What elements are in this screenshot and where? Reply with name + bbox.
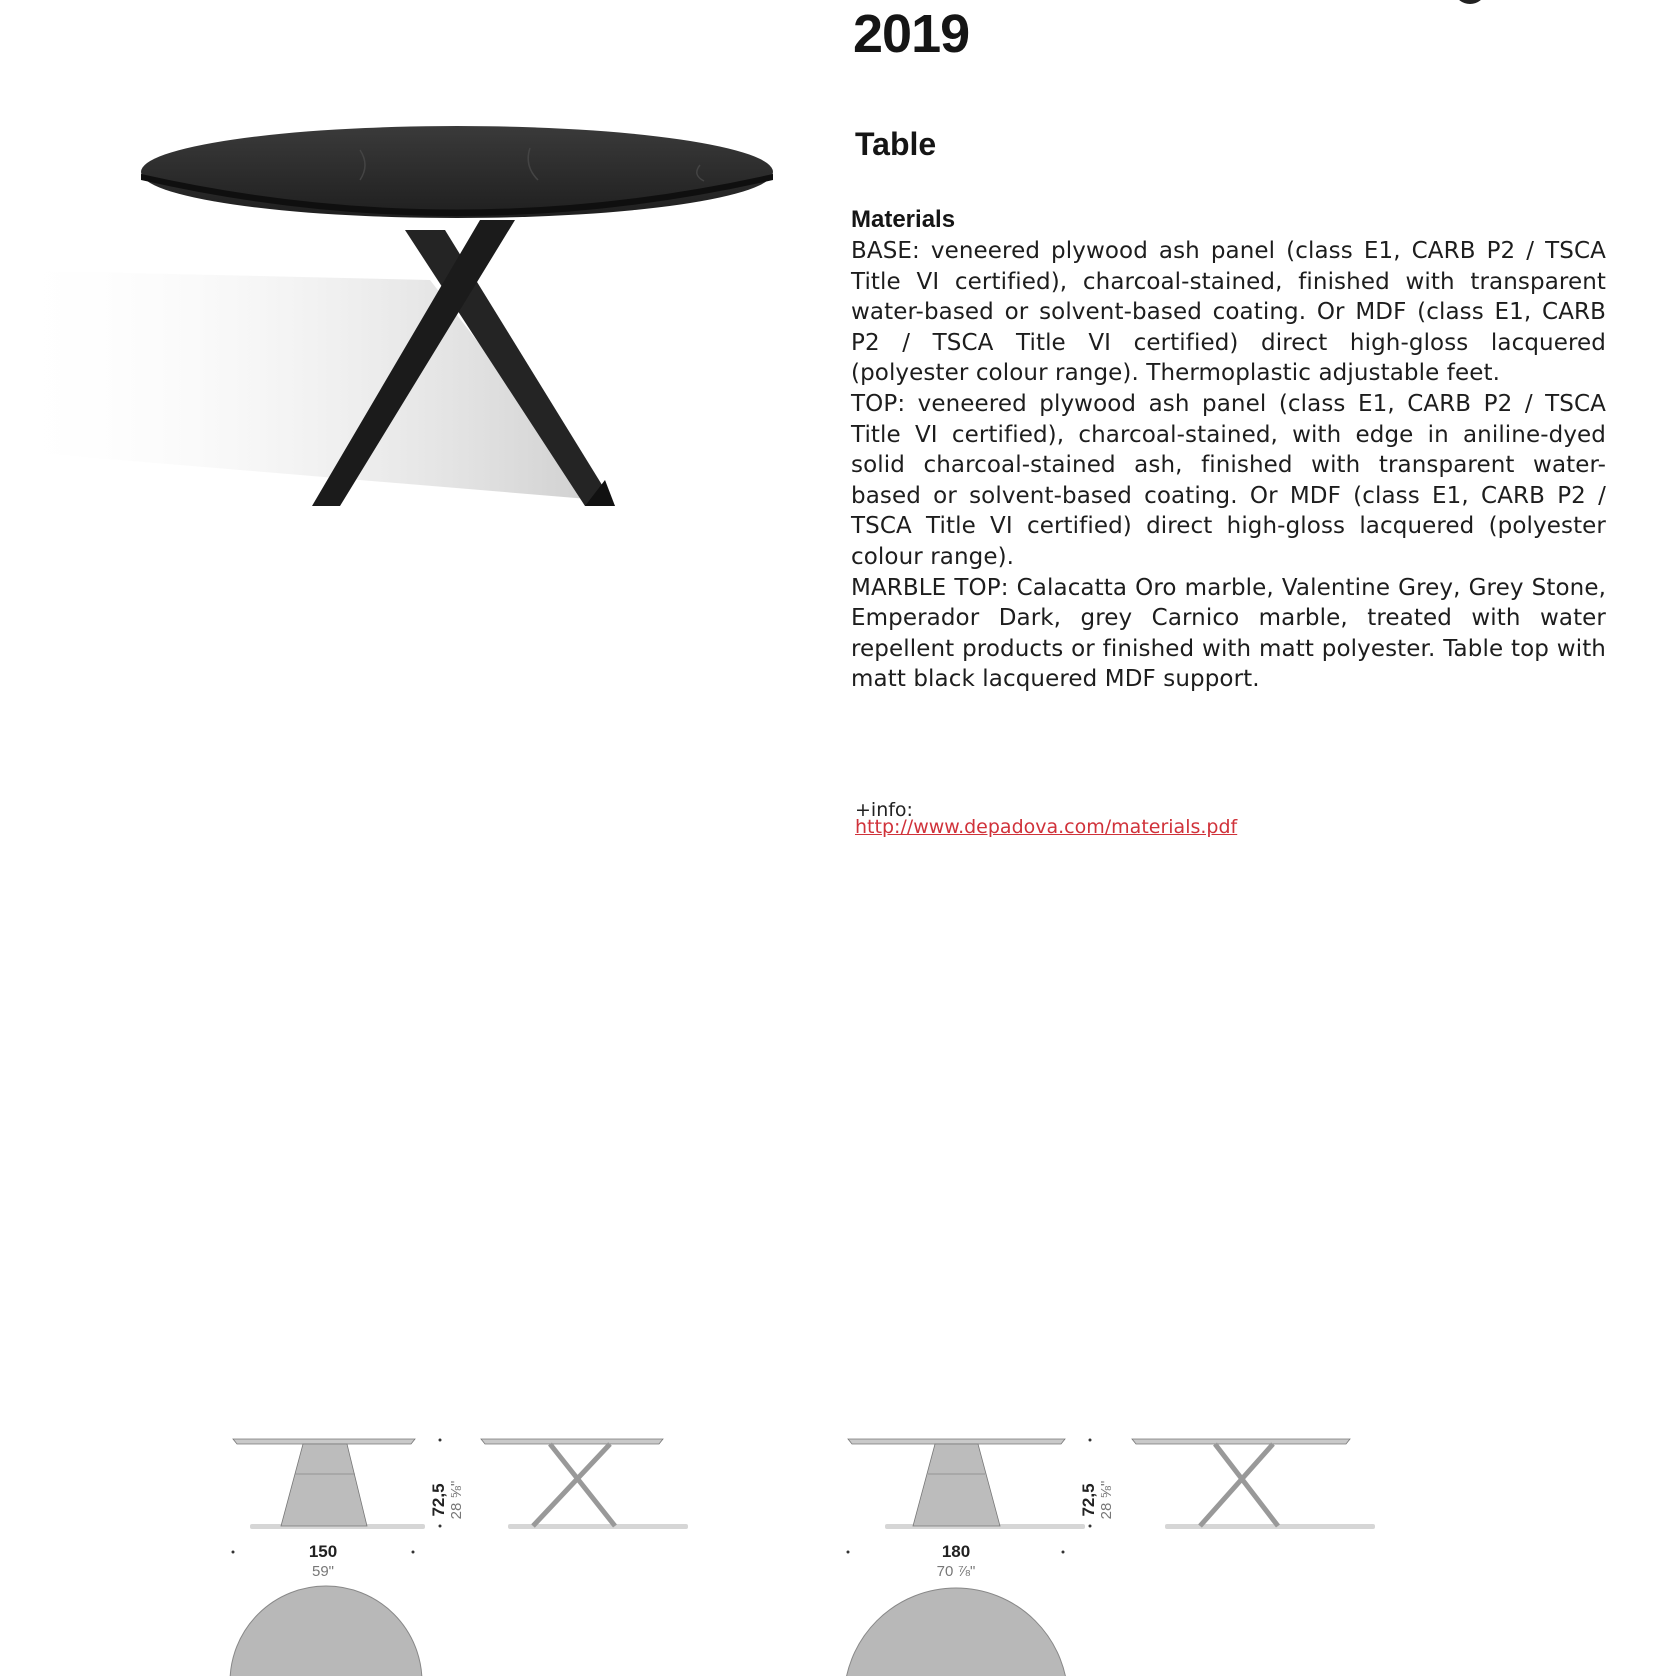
height-in-label: 28 ⅝" xyxy=(448,1480,465,1520)
dimension-drawing-180 xyxy=(840,1430,1400,1676)
front-view xyxy=(848,1439,1085,1529)
width-in-label: 59" xyxy=(311,1563,335,1580)
table-product-photo xyxy=(0,110,800,530)
materials-marble-top-text: MARBLE TOP: Calacatta Oro marble, Valentine Grey, Grey Stone, Emperador Dark, grey Carnico marble, treated with water repellent products or finished with matt polyester. Table top with matt black lacquered MDF support. xyxy=(851,574,1606,693)
product-type-heading: Table xyxy=(855,126,937,162)
dimension-drawing-150 xyxy=(225,1430,695,1676)
materials-base-text: BASE: veneered plywood ash panel (class E1, CARB P2 / TSCA Title VI certified), charcoal-stained, finished with transparent water-based or solvent-based coating. Or MDF (class E1, CARB P2 / TSCA Title VI certified) direct high-gloss lacquered (polyester colour range). Thermoplastic adjustable feet. xyxy=(851,238,1606,387)
height-cm-label: 72,5 xyxy=(429,1483,448,1517)
side-view xyxy=(481,1439,688,1529)
corner-logo-fragment xyxy=(1456,0,1484,4)
table-top xyxy=(141,126,773,218)
height-in-label: 28 ⅝" xyxy=(1098,1480,1115,1520)
more-info xyxy=(855,799,1238,838)
front-view xyxy=(233,1439,425,1529)
height-cm-label: 72,5 xyxy=(1079,1483,1098,1517)
side-view xyxy=(1132,1439,1375,1529)
materials-top-text: TOP: veneered plywood ash panel (class E1, CARB P2 / TSCA Title VI certified), charcoal-stained, with edge in aniline-dyed solid charcoal-stained ash, finished with transparent water-based or solvent-based coating. Or MDF (class E1, CARB P2 / TSCA Title VI certified) direct high-gloss lacquered (polyester colour range). xyxy=(851,390,1606,570)
width-cm-label: 180 xyxy=(941,1542,971,1561)
materials-pdf-link[interactable]: http://www.depadova.com/materials.pdf xyxy=(855,816,1238,838)
materials-section xyxy=(851,204,1606,695)
plan-view xyxy=(844,1588,1068,1676)
plan-view xyxy=(230,1586,422,1676)
year-heading: 2019 xyxy=(853,4,970,64)
width-in-label: 70 ⅞" xyxy=(936,1563,976,1580)
width-cm-label: 150 xyxy=(308,1542,338,1561)
info-label: +info: xyxy=(855,799,913,821)
materials-heading: Materials xyxy=(851,206,956,233)
